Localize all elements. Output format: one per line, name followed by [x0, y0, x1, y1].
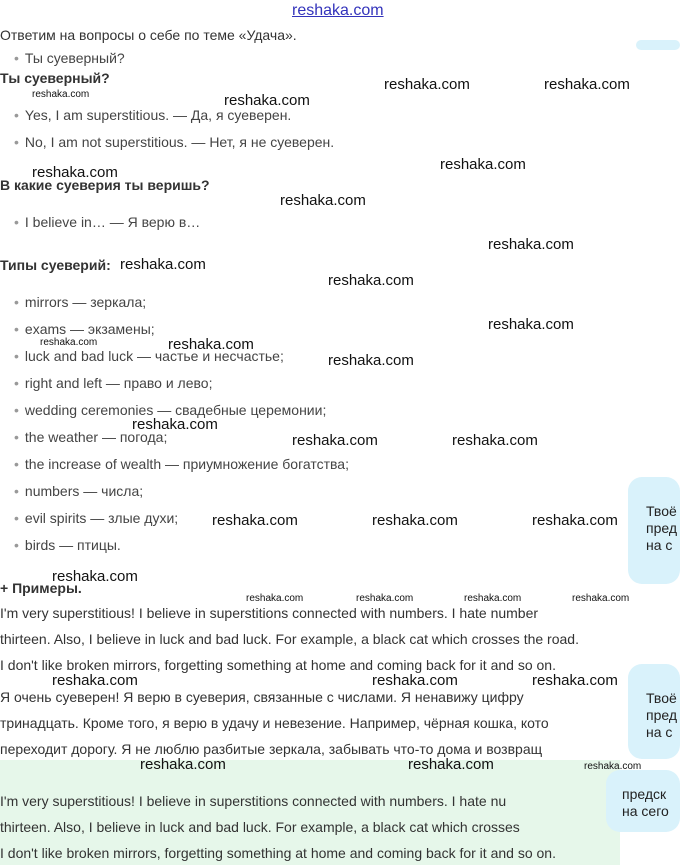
- list-item: • evil spirits — злые духи;: [14, 510, 178, 526]
- watermark: reshaka.com: [408, 756, 494, 773]
- watermark: reshaka.com: [440, 156, 526, 173]
- example-en-line: I don't like broken mirrors, forgetting something at home and coming back for it and so on.: [0, 657, 556, 673]
- watermark: reshaka.com: [372, 672, 458, 689]
- watermark: reshaka.com: [452, 432, 538, 449]
- watermark: reshaka.com: [532, 672, 618, 689]
- chat-bubble[interactable]: [606, 770, 680, 832]
- watermark: reshaka.com: [372, 512, 458, 529]
- watermark: reshaka.com: [328, 352, 414, 369]
- example-en2-line: thirteen. Also, I believe in luck and bad luck. For example, a black cat which crosses: [0, 819, 520, 835]
- intro-text: Ответим на вопросы о себе по теме «Удача».: [0, 27, 297, 43]
- watermark: reshaka.com: [224, 92, 310, 109]
- bubble-line: на сего: [622, 803, 669, 819]
- watermark: reshaka.com: [584, 761, 642, 772]
- examples-heading: + Примеры.: [0, 580, 82, 596]
- watermark: reshaka.com: [532, 512, 618, 529]
- watermark: reshaka.com: [120, 256, 206, 273]
- list-item: • exams — экзамены;: [14, 321, 155, 337]
- example-en2-line: I'm very superstitious! I believe in superstitions connected with numbers. I hate nu: [0, 793, 507, 809]
- watermark: reshaka.com: [292, 432, 378, 449]
- list-item: • birds — птицы.: [14, 537, 121, 553]
- bubble-line: Твоё: [646, 690, 677, 706]
- watermark: reshaka.com: [488, 316, 574, 333]
- watermark: reshaka.com: [246, 593, 304, 604]
- list-item: • the increase of wealth — приумножение богатства;: [14, 456, 349, 472]
- watermark: reshaka.com: [280, 192, 366, 209]
- example-ru-line: переходит дорогу. Я не люблю разбитые зеркала, забывать что-то дома и возвращ: [0, 741, 543, 757]
- example-ru-line: Я очень суеверен! Я верю в суеверия, связанные с числами. Я ненавижу цифру: [0, 689, 524, 705]
- watermark: reshaka.com: [32, 89, 90, 100]
- chat-bubble[interactable]: [628, 664, 680, 759]
- watermark: reshaka.com: [32, 164, 118, 181]
- list-item: • luck and bad luck — частье и несчастье;: [14, 348, 284, 364]
- watermark: reshaka.com: [168, 336, 254, 353]
- section-heading-types: Типы суеверий:: [0, 257, 111, 273]
- watermark: reshaka.com: [40, 337, 98, 348]
- list-item: • right and left — право и лево;: [14, 375, 212, 391]
- section-heading-superstitious: Ты суеверный?: [0, 70, 110, 86]
- example-en-line: I'm very superstitious! I believe in superstitions connected with numbers. I hate number: [0, 605, 539, 621]
- watermark: reshaka.com: [52, 672, 138, 689]
- example-en-line: thirteen. Also, I believe in luck and bad luck. For example, a black cat which crosses the road.: [0, 631, 579, 647]
- list-item: • I believe in… — Я верю в…: [14, 214, 200, 230]
- list-item: • the weather — погода;: [14, 429, 167, 445]
- chat-bubble-top[interactable]: [636, 40, 680, 50]
- watermark: reshaka.com: [572, 593, 630, 604]
- list-item: • No, I am not superstitious. — Нет, я не суеверен.: [14, 134, 334, 150]
- section-heading-beliefs: В какие суеверия ты веришь?: [0, 177, 210, 193]
- watermark: reshaka.com: [384, 76, 470, 93]
- list-item: • numbers — числа;: [14, 483, 143, 499]
- watermark: reshaka.com: [328, 272, 414, 289]
- list-item: • mirrors — зеркала;: [14, 294, 146, 310]
- site-link[interactable]: reshaka.com: [292, 2, 384, 19]
- watermark: reshaka.com: [464, 593, 522, 604]
- example-ru-line: тринадцать. Кроме того, я верю в удачу и невезение. Например, чёрная кошка, кото: [0, 715, 549, 731]
- question-bullet: • Ты суеверный?: [14, 50, 125, 66]
- example-en2-line: I don't like broken mirrors, forgetting something at home and coming back for it and so on.: [0, 845, 556, 861]
- bubble-line: на с: [646, 724, 673, 740]
- bubble-line: предск: [622, 786, 667, 802]
- watermark: reshaka.com: [488, 236, 574, 253]
- watermark: reshaka.com: [356, 593, 414, 604]
- watermark: reshaka.com: [140, 756, 226, 773]
- list-item: • wedding ceremonies — свадебные церемонии;: [14, 402, 326, 418]
- watermark: reshaka.com: [544, 76, 630, 93]
- list-item: • Yes, I am superstitious. — Да, я суеверен.: [14, 107, 291, 123]
- watermark: reshaka.com: [52, 568, 138, 585]
- chat-bubble[interactable]: [628, 477, 680, 584]
- bubble-line: Твоё: [646, 503, 677, 519]
- bubble-line: пред: [646, 707, 678, 723]
- bubble-line: на с: [646, 537, 673, 553]
- watermark: reshaka.com: [132, 416, 218, 433]
- watermark: reshaka.com: [212, 512, 298, 529]
- bubble-line: пред: [646, 520, 678, 536]
